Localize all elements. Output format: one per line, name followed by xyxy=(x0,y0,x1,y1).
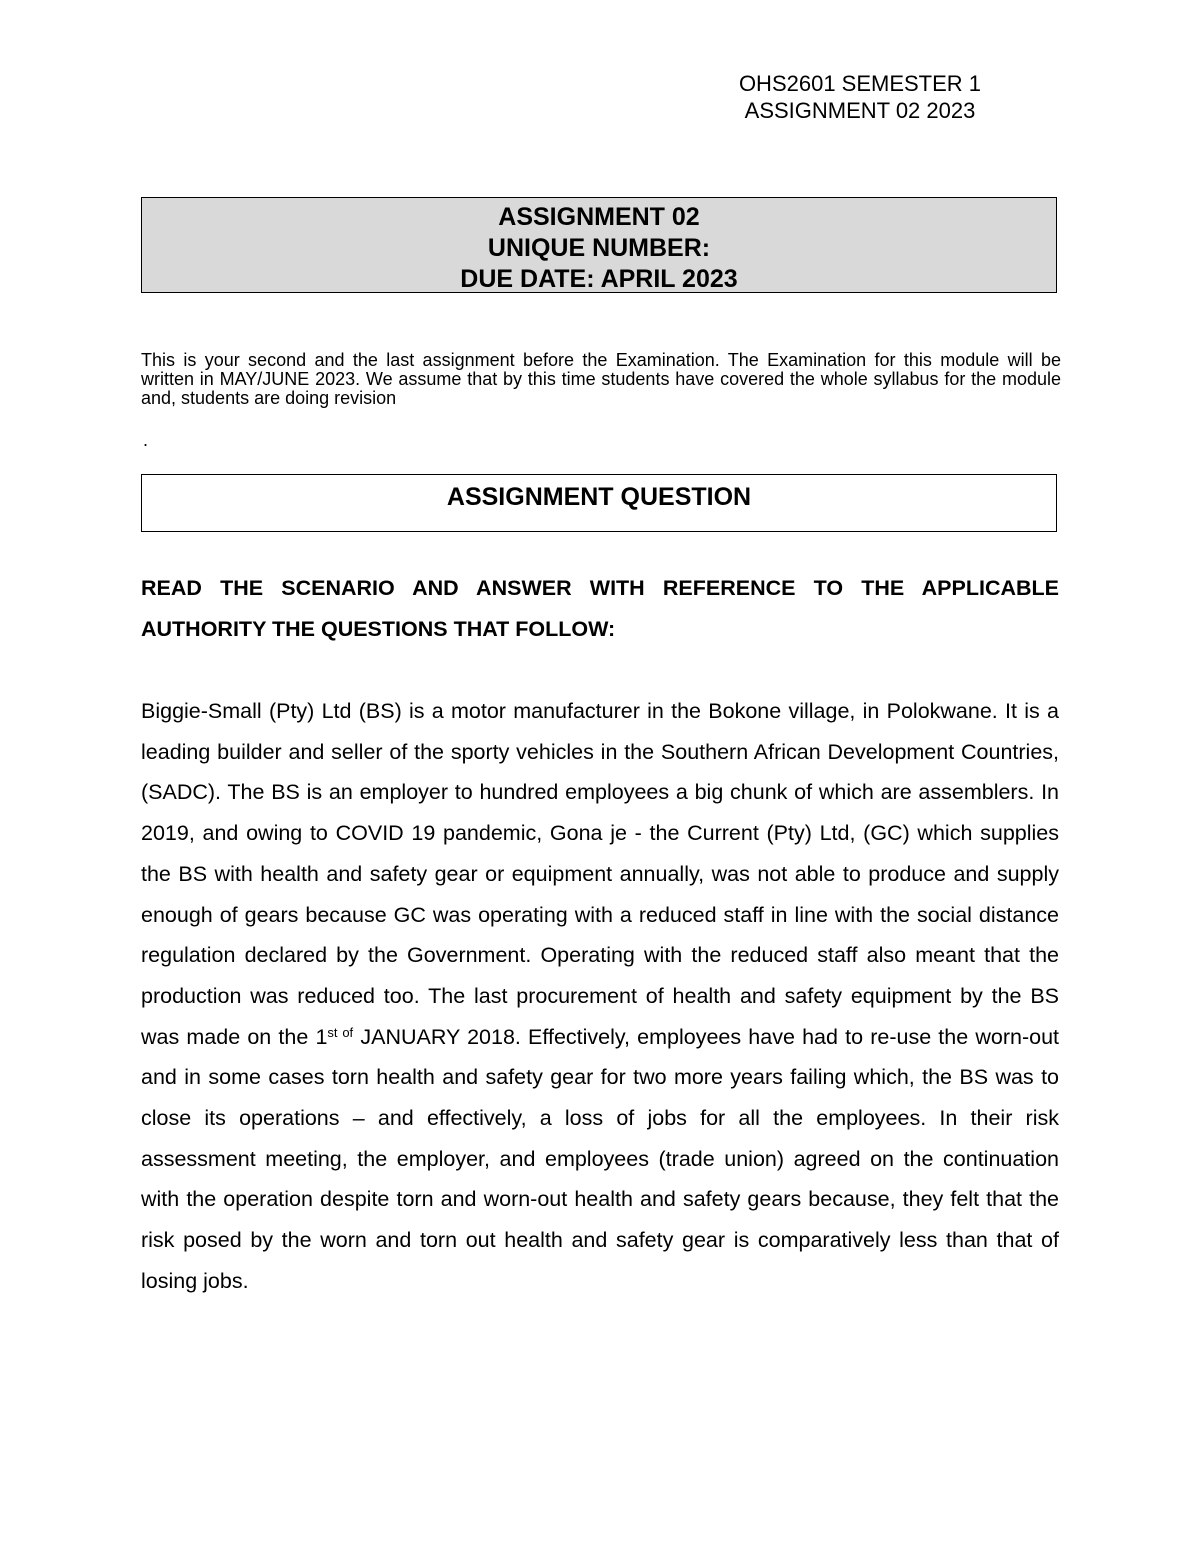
module-header xyxy=(700,70,1020,124)
assignment-title-box xyxy=(141,197,1057,293)
assignment-question-box xyxy=(141,474,1057,532)
assignment-label: ASSIGNMENT 02 2023 xyxy=(744,98,976,123)
assignment-number: ASSIGNMENT 02 xyxy=(498,203,700,231)
instruction-heading: READ THE SCENARIO AND ANSWER WITH REFERENCE TO THE APPLICABLE AUTHORITY THE QUESTIONS THAT FOLLOW: xyxy=(141,576,1059,641)
scenario-text-part2: JANUARY 2018. Effectively, employees have had to re-use the worn-out and in some cases torn health and safety gear for two more years failing which, the BS was to close its operations – and effectively, a loss of jobs for all the employees. In their risk assessment meeting, the employer, and employees (trade union) agreed on the continuation with the operation despite torn and worn-out health and safety gears because, they felt that the risk posed by the worn and torn out health and safety gear is comparatively less than that of losing jobs. xyxy=(141,1024,1060,1293)
assignment-question-heading: ASSIGNMENT QUESTION xyxy=(446,483,752,511)
unique-number: UNIQUE NUMBER: xyxy=(487,234,711,262)
intro-dot: . xyxy=(143,430,149,450)
due-date: DUE DATE: APRIL 2023 xyxy=(460,265,738,293)
scenario-paragraph xyxy=(141,691,1059,1302)
intro-paragraph: This is your second and the last assignment before the Examination. The Examination for this module will be written in MAY/JUNE 2023. We assume that by this time students have covered the whole syllabus for the module and, students are doing revision xyxy=(141,350,1061,408)
module-code: OHS2601 SEMESTER 1 xyxy=(738,71,982,96)
scenario-superscript: st of xyxy=(327,1024,354,1040)
scenario-text-part1: Biggie-Small (Pty) Ltd (BS) is a motor manufacturer in the Bokone village, in Polokwane. It is a leading builder and seller of the sporty vehicles in the Southern African Development Countries, (SADC). The BS is an employer to hundred employees a big chunk of which are assemblers. In 2019, and owing to COVID 19 pandemic, Gona je - the Current (Pty) Ltd, (GC) which supplies the BS with health and safety gear or equipment annually, was not able to produce and supply enough of gears because GC was operating with a reduced staff in line with the social distance regulation declared by the Government. Operating with the reduced staff also meant that the production was reduced too. The last procurement of health and safety equipment by the BS was made on the 1 xyxy=(141,699,1059,1049)
